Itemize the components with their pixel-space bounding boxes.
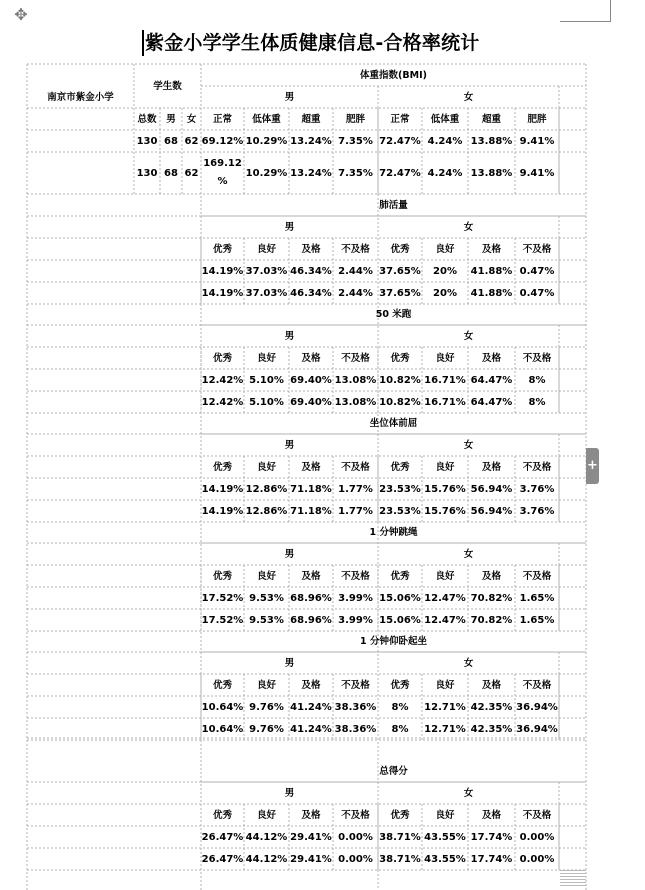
table-move-handle-icon[interactable]: ✥ [14,5,28,24]
grade-category: 及格 [301,461,321,473]
rate-cell: 70.82% [470,592,513,604]
grade-category: 良好 [435,809,455,821]
rate-cell: 0.47% [519,265,555,277]
grade-category: 及格 [481,461,501,473]
rate-cell: 23.53% [379,483,421,495]
grade-category: 优秀 [390,243,410,255]
rate-cell: 44.12% [245,853,288,865]
rate-cell: 10.64% [201,723,244,735]
rate-cell: 12.86% [245,483,288,495]
grade-category: 良好 [256,570,276,582]
rate-cell: 1.65% [519,614,555,626]
rate-cell: 42.35% [470,701,513,713]
bmi-value-cell: 69.12% [201,135,244,147]
students-header: 学生数 [153,80,182,92]
section-female-header: 女 [463,439,474,451]
section-male-header: 男 [284,657,295,669]
rate-cell: 64.47% [470,396,513,408]
section-female-header: 女 [463,548,474,560]
bmi-category: 肥胖 [345,113,365,125]
bmi-category: 正常 [390,113,410,125]
rate-cell: 1.77% [338,505,373,517]
bmi-value-cell: 7.35% [338,167,373,179]
rate-cell: 15.76% [424,505,466,517]
rate-cell: 8% [528,396,546,408]
rate-cell: 41.24% [290,723,332,735]
rate-cell: 1.77% [338,483,373,495]
rate-cell: 10.82% [379,374,421,386]
section-female-header: 女 [463,221,474,233]
rate-cell: 46.34% [290,287,332,299]
bmi-value-cell: 13.24% [290,135,332,147]
section-title: 总得分 [379,765,408,777]
section-title: 坐位体前屈 [369,417,418,429]
rate-cell: 36.94% [516,701,558,713]
rate-cell: 0.00% [519,853,555,865]
rate-cell: 46.34% [290,265,332,277]
rate-cell: 3.99% [338,592,373,604]
rate-cell: 1.65% [519,592,555,604]
student-count-cell: 62 [184,135,199,147]
bmi-value-cell: 4.24% [427,167,463,179]
bmi-value-cell: 72.47% [379,167,421,179]
student-count-cell: 68 [164,167,178,179]
section-title: 1 分钟仰卧起坐 [360,635,427,647]
rate-cell: 13.08% [334,374,377,386]
grade-category: 优秀 [212,352,232,364]
section-male-header: 男 [284,221,295,233]
grade-category: 不及格 [522,461,552,473]
rate-cell: 15.06% [379,592,421,604]
bmi-value-cell: 9.41% [519,167,555,179]
rate-cell: 5.10% [249,374,284,386]
grade-category: 良好 [435,243,455,255]
grade-category: 优秀 [212,243,232,255]
table-resize-handle[interactable] [560,870,586,886]
bmi-value-cell: 13.88% [470,167,513,179]
grade-category: 及格 [481,679,501,691]
rate-cell: 16.71% [424,374,466,386]
rate-cell: 56.94% [470,483,513,495]
rate-cell: 64.47% [470,374,513,386]
bmi-value-cell: 13.88% [470,135,513,147]
rate-cell: 14.19% [201,505,244,517]
bmi-category: 正常 [212,113,232,125]
rate-cell: 0.00% [338,853,373,865]
rate-cell: 12.71% [424,701,466,713]
grade-category: 良好 [256,461,276,473]
grade-category: 良好 [435,570,455,582]
rate-cell: 29.41% [290,853,332,865]
bmi-male-header: 男 [284,91,295,103]
bmi-category: 超重 [301,113,321,125]
rate-cell: 42.35% [470,723,513,735]
rate-cell: 26.47% [201,853,244,865]
rate-cell: 9.53% [249,592,284,604]
grade-category: 优秀 [390,679,410,691]
grade-category: 良好 [435,679,455,691]
section-female-header: 女 [463,330,474,342]
rate-cell: 56.94% [470,505,513,517]
rate-cell: 20% [433,265,457,277]
bmi-category: 低体重 [252,113,281,125]
rate-cell: 9.76% [249,723,284,735]
grade-category: 及格 [481,352,501,364]
grade-category: 优秀 [390,461,410,473]
grade-category: 及格 [301,679,321,691]
bmi-value-cell: 72.47% [379,135,421,147]
bmi-category: 低体重 [430,113,460,125]
grade-category: 优秀 [212,809,232,821]
section-title: 1 分钟跳绳 [369,526,418,538]
rate-cell: 23.53% [379,505,421,517]
grade-category: 优秀 [212,461,232,473]
rate-cell: 10.82% [379,396,421,408]
rate-cell: 36.94% [516,723,558,735]
rate-cell: 38.71% [379,831,421,843]
bmi-title: 体重指数(BMI) [360,69,427,81]
rate-cell: 44.12% [245,831,288,843]
rate-cell: 14.19% [201,265,244,277]
grade-category: 良好 [256,352,276,364]
rate-cell: 3.76% [519,483,555,495]
grade-category: 不及格 [341,679,370,691]
rate-cell: 68.96% [290,592,332,604]
rate-cell: 8% [528,374,546,386]
rate-cell: 17.52% [201,614,244,626]
grade-category: 不及格 [341,243,370,255]
school-name: 南京市紫金小学 [47,91,114,103]
student-count-cell: 68 [164,135,178,147]
rate-cell: 12.42% [201,396,244,408]
rate-cell: 5.10% [249,396,284,408]
grade-category: 优秀 [390,570,410,582]
bmi-value-cell: 7.35% [338,135,373,147]
section-male-header: 男 [284,439,295,451]
grade-category: 及格 [301,243,321,255]
grade-category: 良好 [256,809,276,821]
grade-category: 及格 [301,352,321,364]
rate-cell: 3.99% [338,614,373,626]
rate-cell: 69.40% [290,374,332,386]
grade-category: 及格 [481,243,501,255]
rate-cell: 29.41% [290,831,332,843]
rate-cell: 14.19% [201,287,244,299]
section-male-header: 男 [284,548,295,560]
rate-cell: 37.03% [245,287,288,299]
grade-category: 良好 [256,679,276,691]
male-count-header: 男 [166,113,176,125]
grade-category: 良好 [435,352,455,364]
rate-cell: 43.55% [424,831,466,843]
female-count-header: 女 [186,113,197,125]
rate-cell: 0.47% [519,287,555,299]
section-title: 肺活量 [379,199,408,211]
rate-cell: 26.47% [201,831,244,843]
rate-cell: 2.44% [338,287,373,299]
grade-category: 及格 [301,809,321,821]
rate-cell: 38.36% [334,723,377,735]
rate-cell: 12.47% [424,592,466,604]
section-male-header: 男 [284,787,295,799]
rate-cell: 68.96% [290,614,332,626]
grade-category: 及格 [481,809,501,821]
student-count-cell: 130 [136,135,158,147]
bmi-category: 肥胖 [527,113,547,125]
grade-category: 优秀 [390,809,410,821]
grade-category: 不及格 [341,461,370,473]
rate-cell: 12.71% [424,723,466,735]
rate-cell: 0.00% [519,831,555,843]
bmi-female-header: 女 [463,91,474,103]
student-count-cell: 130 [136,167,158,179]
rate-cell: 41.88% [470,265,513,277]
rate-cell: 41.88% [470,287,513,299]
rate-cell: 12.86% [245,505,288,517]
grade-category: 不及格 [341,809,370,821]
rate-cell: 8% [391,701,409,713]
rate-cell: 43.55% [424,853,466,865]
rate-cell: 9.76% [249,701,284,713]
rate-cell: 38.36% [334,701,377,713]
grade-category: 不及格 [341,352,370,364]
bmi-value-cell: 9.41% [519,135,555,147]
bmi-category: 超重 [481,113,501,125]
grade-category: 良好 [256,243,276,255]
grade-category: 不及格 [341,570,370,582]
grade-category: 优秀 [390,352,410,364]
rate-cell: 71.18% [290,483,332,495]
rate-cell: 12.47% [424,614,466,626]
rate-cell: 37.65% [379,287,421,299]
rate-cell: 15.76% [424,483,466,495]
rate-cell: 37.65% [379,265,421,277]
rate-cell: 71.18% [290,505,332,517]
rate-cell: 0.00% [338,831,373,843]
rate-cell: 38.71% [379,853,421,865]
grade-category: 良好 [435,461,455,473]
rate-cell: 15.06% [379,614,421,626]
section-male-header: 男 [284,330,295,342]
rate-cell: 69.40% [290,396,332,408]
bmi-value-cell: % [217,175,228,187]
grade-category: 及格 [301,570,321,582]
bmi-value-cell: 10.29% [245,167,288,179]
rate-cell: 12.42% [201,374,244,386]
grade-category: 及格 [481,570,501,582]
rate-cell: 20% [433,287,457,299]
bmi-value-cell: 10.29% [245,135,288,147]
rate-cell: 3.76% [519,505,555,517]
rate-cell: 41.24% [290,701,332,713]
total-header: 总数 [137,113,157,125]
grade-category: 优秀 [212,570,232,582]
bmi-value-cell: 169.12 [203,157,242,169]
bmi-value-cell: 13.24% [290,167,332,179]
rate-cell: 14.19% [201,483,244,495]
student-count-cell: 62 [184,167,199,179]
rate-cell: 17.52% [201,592,244,604]
section-female-header: 女 [463,657,474,669]
rate-cell: 8% [391,723,409,735]
grade-category: 不及格 [522,679,552,691]
rate-cell: 17.74% [470,853,513,865]
rate-cell: 10.64% [201,701,244,713]
section-female-header: 女 [463,787,474,799]
rate-cell: 2.44% [338,265,373,277]
document-title: 紫金小学学生体质健康信息-合格率统计 [142,30,480,56]
rate-cell: 37.03% [245,265,288,277]
grade-category: 优秀 [212,679,232,691]
rate-cell: 13.08% [334,396,377,408]
add-column-button[interactable]: + [586,448,599,484]
grade-category: 不及格 [522,352,552,364]
grade-category: 不及格 [522,809,552,821]
rate-cell: 70.82% [470,614,513,626]
grade-category: 不及格 [522,570,552,582]
grade-category: 不及格 [522,243,552,255]
rate-cell: 17.74% [470,831,513,843]
rate-cell: 16.71% [424,396,466,408]
rate-cell: 9.53% [249,614,284,626]
section-title: 50 米跑 [375,308,412,320]
bmi-value-cell: 4.24% [427,135,463,147]
